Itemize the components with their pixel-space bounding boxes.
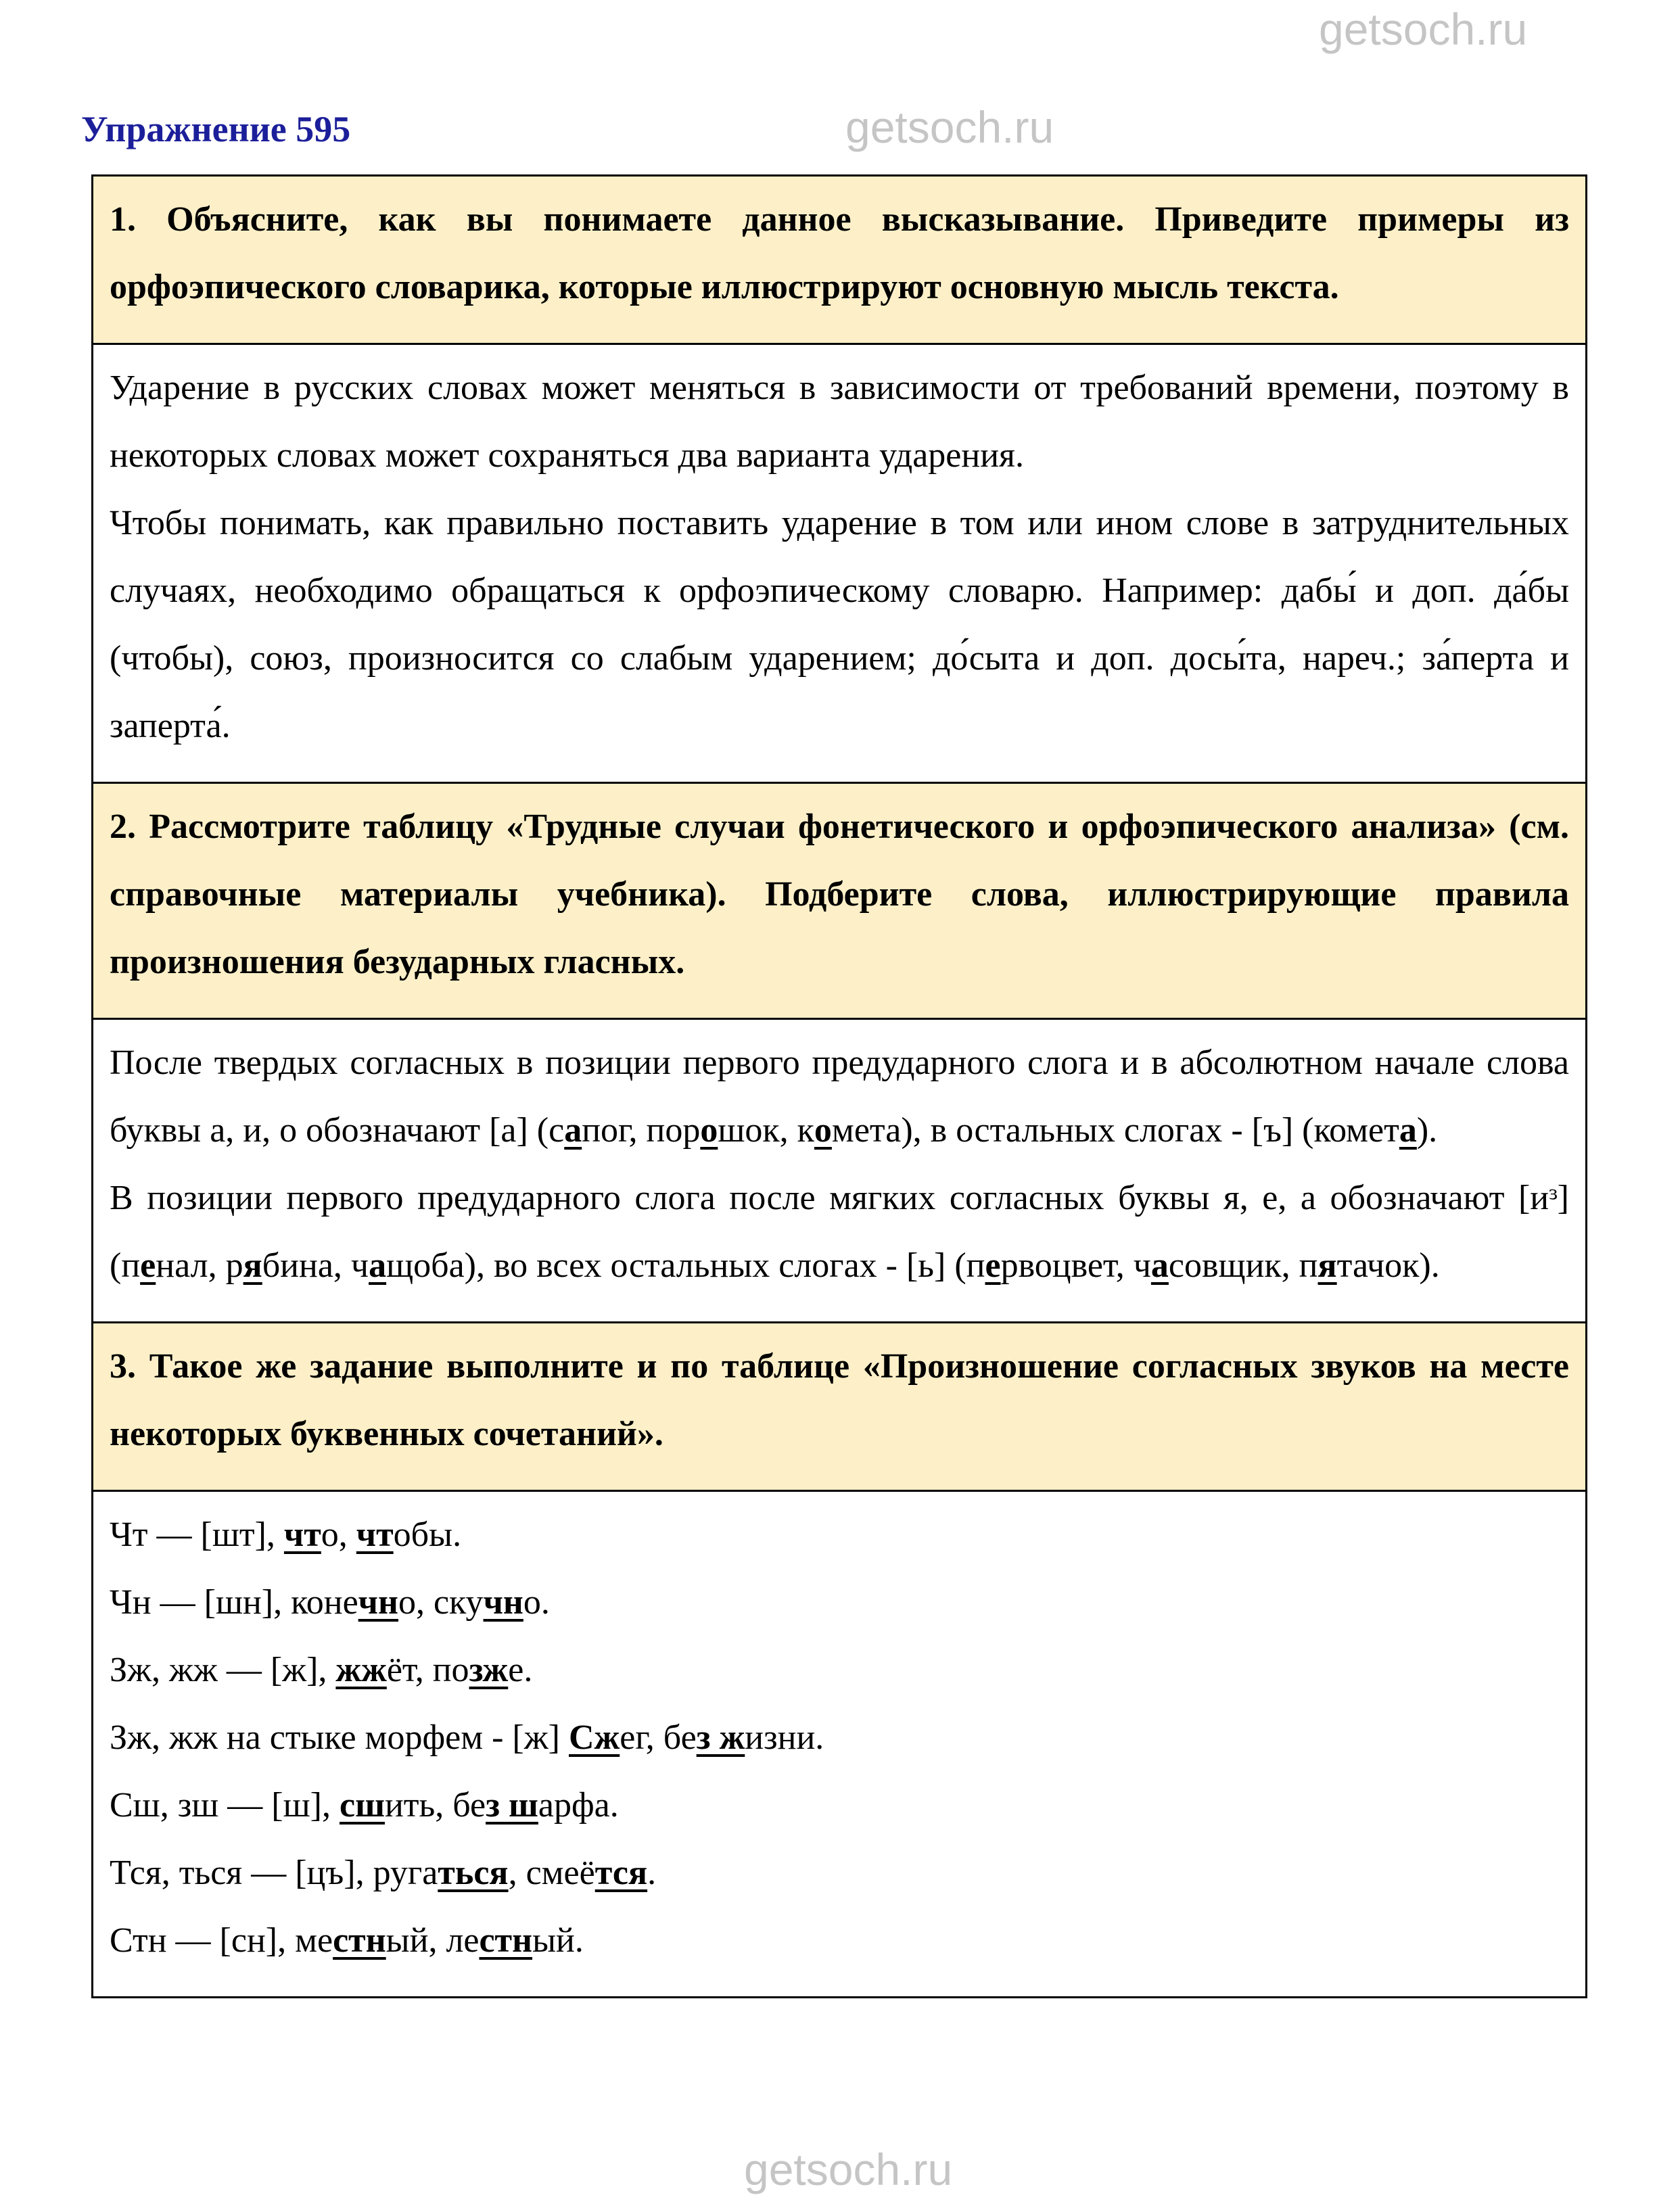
highlighted-letters: а (1399, 1111, 1417, 1150)
paragraph (110, 186, 1569, 321)
text-segment: Чтобы понимать, как правильно поставить ударение в том или ином слове в затруднительных случаях, необходимо обращаться к орфоэпическому словарю. Например: дабы́ и доп. да́бы (чтобы), союз, произносится со слабым ударением; до́сыта и доп. досы́та, нареч.; за́перта и заперта́. (110, 504, 1569, 745)
text-segment: ег, бе (620, 1718, 697, 1757)
text-segment: обы. (393, 1515, 462, 1554)
highlighted-letters: чт (356, 1515, 394, 1554)
text-segment: Сш, зш — [ш], (110, 1786, 340, 1825)
paragraph (110, 1164, 1569, 1300)
highlighted-letters: чн (358, 1583, 398, 1622)
text-segment: ый. (532, 1921, 584, 1960)
text-segment: шок, к (718, 1111, 814, 1150)
paragraph (110, 354, 1569, 490)
watermark: getsoch.ru (744, 2144, 953, 2194)
text-segment: 1. Объясните, как вы понимаете данное высказывание. Приведите примеры из орфоэпического словарика, которые иллюстрируют основную мысль текста. (110, 200, 1569, 306)
highlighted-letters: чн (483, 1583, 523, 1622)
text-segment: В позиции первого предударного слога после мягких согласных буквы я, е, а обозначают [иᵌ] (п (110, 1179, 1569, 1285)
text-segment: Стн — [сн], ме (110, 1921, 333, 1960)
text-segment: Чн — [шн], коне (110, 1583, 358, 1622)
text-segment: ). (1416, 1111, 1438, 1150)
highlighted-letters: о (814, 1111, 832, 1150)
text-segment: изни. (745, 1718, 824, 1757)
text-segment: бина, ч (262, 1246, 369, 1285)
text-segment: ый, ле (386, 1921, 480, 1960)
exercise-table (91, 174, 1587, 1998)
paragraph (110, 1029, 1569, 1164)
task-answer-row (93, 1490, 1585, 1996)
text-segment: о. (523, 1583, 550, 1622)
paragraph (110, 1839, 1569, 1907)
task-answer-row (93, 343, 1585, 782)
watermark: getsoch.ru (845, 102, 1054, 152)
text-segment: Чт — [шт], (110, 1515, 284, 1554)
text-segment: Тся, ться — [цъ], руга (110, 1854, 438, 1892)
paragraph (110, 1569, 1569, 1637)
highlighted-letters: ться (438, 1854, 509, 1892)
highlighted-letters: а (564, 1111, 582, 1150)
text-segment: После твердых согласных в позиции первого предударного слога и в абсолютном начале слова буквы а, и, о обозначают [а] (с (110, 1043, 1569, 1150)
text-segment: , смеё (508, 1854, 595, 1892)
highlighted-letters: а (369, 1246, 387, 1285)
highlighted-letters: а (1150, 1246, 1169, 1285)
text-segment: совщик, п (1168, 1246, 1318, 1285)
paragraph (110, 793, 1569, 996)
paragraph (110, 1501, 1569, 1569)
watermark: getsoch.ru (1319, 4, 1528, 54)
highlighted-letters: сш (339, 1786, 385, 1825)
paragraph (110, 1333, 1569, 1468)
paragraph (110, 1704, 1569, 1772)
text-segment: Ударение в русских словах может меняться в зависимости от требований времени, поэтому в некоторых словах может сохраняться два варианта ударения. (110, 369, 1569, 475)
highlighted-letters: зж (469, 1651, 509, 1689)
paragraph (110, 1637, 1569, 1704)
text-segment: 2. Рассмотрите таблицу «Трудные случаи фонетического и орфоэпического анализа» (см. справочные материалы учебника). Подберите слова, иллюстрирующие правила произношения безударных гласных. (110, 807, 1569, 981)
highlighted-letters: о (700, 1111, 718, 1150)
highlighted-letters: я (243, 1246, 262, 1285)
task-question-row (93, 177, 1585, 343)
highlighted-letters: стн (479, 1921, 533, 1960)
task-question-row (93, 782, 1585, 1018)
paragraph (110, 1772, 1569, 1839)
text-segment: ить, бе (384, 1786, 486, 1825)
highlighted-letters: Сж (569, 1718, 620, 1757)
highlighted-letters: е (985, 1246, 1001, 1285)
paragraph (110, 490, 1569, 760)
highlighted-letters: стн (333, 1921, 386, 1960)
highlighted-letters: чт (283, 1515, 321, 1554)
text-segment: арфа. (538, 1786, 619, 1825)
exercise-title: Упражнение 595 (81, 109, 351, 149)
task-question-row (93, 1321, 1585, 1490)
highlighted-letters: з ж (696, 1718, 745, 1757)
text-segment: тачок). (1336, 1246, 1440, 1285)
text-segment: о, ску (398, 1583, 484, 1622)
text-segment: щоба), во всех остальных слогах - [ь] (п (386, 1246, 985, 1285)
highlighted-letters: е (140, 1246, 156, 1285)
text-segment: 3. Такое же задание выполните и по таблице «Произношение согласных звуков на месте некоторых буквенных сочетаний». (110, 1347, 1569, 1453)
highlighted-letters: я (1317, 1246, 1337, 1285)
text-segment: . (647, 1854, 657, 1892)
text-segment: мета), в остальных слогах - [ъ] (комет (831, 1111, 1399, 1150)
text-segment: о, (321, 1515, 356, 1554)
task-answer-row (93, 1018, 1585, 1321)
text-segment: Зж, жж — [ж], (110, 1651, 336, 1689)
text-segment: Зж, жж на стыке морфем - [ж] (110, 1718, 569, 1757)
paragraph (110, 1907, 1569, 1975)
text-segment: пог, пор (582, 1111, 701, 1150)
text-segment: нал, р (156, 1246, 243, 1285)
highlighted-letters: жж (335, 1651, 387, 1689)
highlighted-letters: тся (594, 1854, 648, 1892)
text-segment: рвоцвет, ч (1000, 1246, 1151, 1285)
highlighted-letters: з ш (486, 1786, 538, 1825)
text-segment: е. (508, 1651, 533, 1689)
text-segment: ёт, по (386, 1651, 469, 1689)
